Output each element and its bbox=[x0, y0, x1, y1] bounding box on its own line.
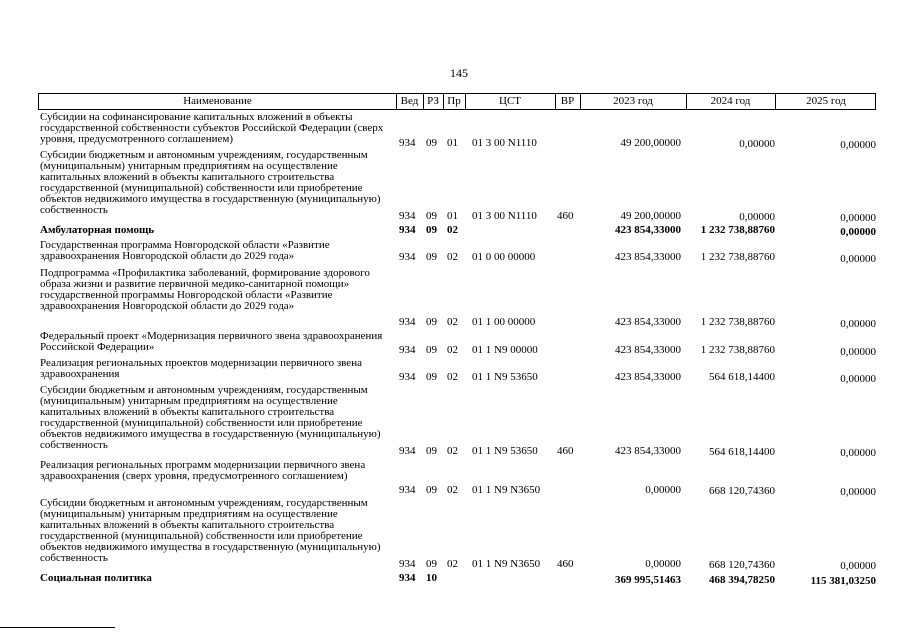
header-pr: Пр bbox=[447, 95, 461, 107]
row-pr: 02 bbox=[447, 344, 458, 356]
row-2025: 0,00000 bbox=[840, 253, 876, 265]
header-2024: 2024 год bbox=[710, 95, 751, 107]
row-rz: 09 bbox=[426, 445, 437, 457]
row-2024: 0,00000 bbox=[739, 211, 775, 223]
row-rz: 09 bbox=[426, 137, 437, 149]
row-rz: 09 bbox=[426, 251, 437, 263]
row-2024: 468 394,78250 bbox=[709, 574, 775, 586]
row-cst: 01 3 00 N1110 bbox=[472, 137, 537, 149]
row-name: Субсидии на софинансирование капитальных вложений в объекты государственной собственности субъектов Российской Федерации (сверх уровня, предусмотренного соглашением) bbox=[40, 111, 384, 145]
row-pr: 02 bbox=[447, 251, 458, 263]
row-2024: 668 120,74360 bbox=[709, 559, 775, 571]
row-2024: 564 618,14400 bbox=[709, 371, 775, 383]
row-pr: 02 bbox=[447, 558, 458, 570]
row-pr: 02 bbox=[447, 445, 458, 457]
row-ved: 934 bbox=[399, 445, 416, 457]
row-rz: 09 bbox=[426, 316, 437, 328]
row-cst: 01 1 N9 53650 bbox=[472, 371, 538, 383]
row-rz: 09 bbox=[426, 224, 437, 236]
table-header bbox=[38, 93, 876, 110]
row-2025: 0,00000 bbox=[840, 346, 876, 358]
row-2024: 564 618,14400 bbox=[709, 446, 775, 458]
row-2023: 49 200,00000 bbox=[620, 137, 681, 149]
row-ved: 934 bbox=[399, 484, 416, 496]
row-pr: 02 bbox=[447, 484, 458, 496]
row-vr: 460 bbox=[557, 558, 574, 570]
row-2023: 423 854,33000 bbox=[615, 251, 681, 263]
row-ved: 934 bbox=[399, 371, 416, 383]
header-cst: ЦСТ bbox=[499, 95, 521, 107]
row-ved: 934 bbox=[399, 316, 416, 328]
row-ved: 934 bbox=[399, 344, 416, 356]
header-name: Наименование bbox=[183, 95, 252, 107]
row-cst: 01 1 N9 N3650 bbox=[472, 484, 541, 496]
row-pr: 01 bbox=[447, 210, 458, 222]
row-2023: 0,00000 bbox=[645, 558, 681, 570]
row-name: Субсидии бюджетным и автономным учреждениям, государственным (муниципальным) унитарным предприятиям на осуществление капитальных вложений в объекты капитального строительства государственной (муниципальной) собственности или приобретение объектов недвижимого имущества в государственную (муниципальную) собственность bbox=[40, 384, 381, 451]
row-2023: 49 200,00000 bbox=[620, 210, 681, 222]
row-2025: 0,00000 bbox=[840, 560, 876, 572]
row-pr: 02 bbox=[447, 371, 458, 383]
row-name: Социальная политика bbox=[40, 572, 152, 584]
row-ved: 934 bbox=[399, 210, 416, 222]
row-2024: 1 232 738,88760 bbox=[700, 251, 775, 263]
row-rz: 09 bbox=[426, 484, 437, 496]
row-2023: 423 854,33000 bbox=[615, 371, 681, 383]
row-cst: 01 1 N9 53650 bbox=[472, 445, 538, 457]
row-2024: 0,00000 bbox=[739, 138, 775, 150]
row-2025: 115 381,03250 bbox=[810, 575, 876, 587]
row-ved: 934 bbox=[399, 558, 416, 570]
row-2024: 668 120,74360 bbox=[709, 485, 775, 497]
row-2024: 1 232 738,88760 bbox=[700, 316, 775, 328]
row-rz: 09 bbox=[426, 344, 437, 356]
row-vr: 460 bbox=[557, 445, 574, 457]
row-cst: 01 1 00 00000 bbox=[472, 316, 536, 328]
row-2023: 423 854,33000 bbox=[615, 224, 681, 236]
header-ved: Вед bbox=[400, 95, 419, 107]
header-vr: ВР bbox=[560, 95, 575, 107]
row-2025: 0,00000 bbox=[840, 373, 876, 385]
row-cst: 01 3 00 N1110 bbox=[472, 210, 537, 222]
row-pr: 02 bbox=[447, 316, 458, 328]
footnote-separator bbox=[0, 627, 115, 628]
row-ved: 934 bbox=[399, 224, 416, 236]
row-name: Реализация региональных проектов модернизации первичного звена здравоохранения bbox=[40, 357, 362, 380]
row-2025: 0,00000 bbox=[840, 139, 876, 151]
row-cst: 01 0 00 00000 bbox=[472, 251, 536, 263]
row-rz: 09 bbox=[426, 371, 437, 383]
row-2024: 1 232 738,88760 bbox=[700, 344, 775, 356]
row-ved: 934 bbox=[399, 251, 416, 263]
row-name: Подпрограмма «Профилактика заболеваний, формирование здорового образа жизни и развитие первичной медико-санитарной помощи» государственной программы Новгородской области «Развитие здравоохранения Новгородской области до 2029 года» bbox=[40, 267, 370, 312]
row-rz: 09 bbox=[426, 210, 437, 222]
row-pr: 01 bbox=[447, 137, 458, 149]
row-2025: 0,00000 bbox=[840, 212, 876, 224]
row-name: Федеральный проект «Модернизация первичного звена здравоохранения Российской Федерации» bbox=[40, 330, 383, 353]
page-number: 145 bbox=[450, 66, 468, 80]
header-rz: РЗ bbox=[427, 95, 439, 107]
row-2024: 1 232 738,88760 bbox=[700, 224, 775, 236]
row-2023: 423 854,33000 bbox=[615, 344, 681, 356]
row-ved: 934 bbox=[399, 572, 416, 584]
row-name: Государственная программа Новгородской области «Развитие здравоохранения Новгородской области до 2029 года» bbox=[40, 239, 330, 262]
row-name: Субсидии бюджетным и автономным учреждениям, государственным (муниципальным) унитарным предприятиям на осуществление капитальных вложений в объекты капитального строительства государственной (муниципальной) собственности или приобретение объектов недвижимого имущества в государственную (муниципальную) собственность bbox=[40, 497, 381, 564]
row-2023: 423 854,33000 bbox=[615, 445, 681, 457]
row-rz: 09 bbox=[426, 558, 437, 570]
row-name: Амбулаторная помощь bbox=[40, 224, 155, 236]
row-rz: 10 bbox=[426, 572, 437, 584]
header-2023: 2023 год bbox=[613, 95, 653, 107]
row-2023: 369 995,51463 bbox=[615, 574, 681, 586]
row-name: Реализация региональных программ модернизации первичного звена здравоохранения (сверх уровня, предусмотренного соглашением) bbox=[40, 459, 366, 482]
row-pr: 02 bbox=[447, 224, 458, 236]
row-cst: 01 1 N9 N3650 bbox=[472, 558, 541, 570]
row-2025: 0,00000 bbox=[840, 486, 876, 498]
row-vr: 460 bbox=[557, 210, 574, 222]
row-2025: 0,00000 bbox=[840, 318, 876, 330]
row-cst: 01 1 N9 00000 bbox=[472, 344, 538, 356]
row-2025: 0,00000 bbox=[840, 226, 876, 238]
row-2025: 0,00000 bbox=[840, 447, 876, 459]
row-2023: 0,00000 bbox=[645, 484, 681, 496]
row-2023: 423 854,33000 bbox=[615, 316, 681, 328]
row-name: Субсидии бюджетным и автономным учреждениям, государственным (муниципальным) унитарным предприятиям на осуществление капитальных вложений в объекты капитального строительства государственной (муниципальной) собственности или приобретение объектов недвижимого имущества в государственную (муниципальную) собственность bbox=[40, 149, 381, 216]
header-2025: 2025 год bbox=[806, 95, 846, 107]
row-ved: 934 bbox=[399, 137, 416, 149]
